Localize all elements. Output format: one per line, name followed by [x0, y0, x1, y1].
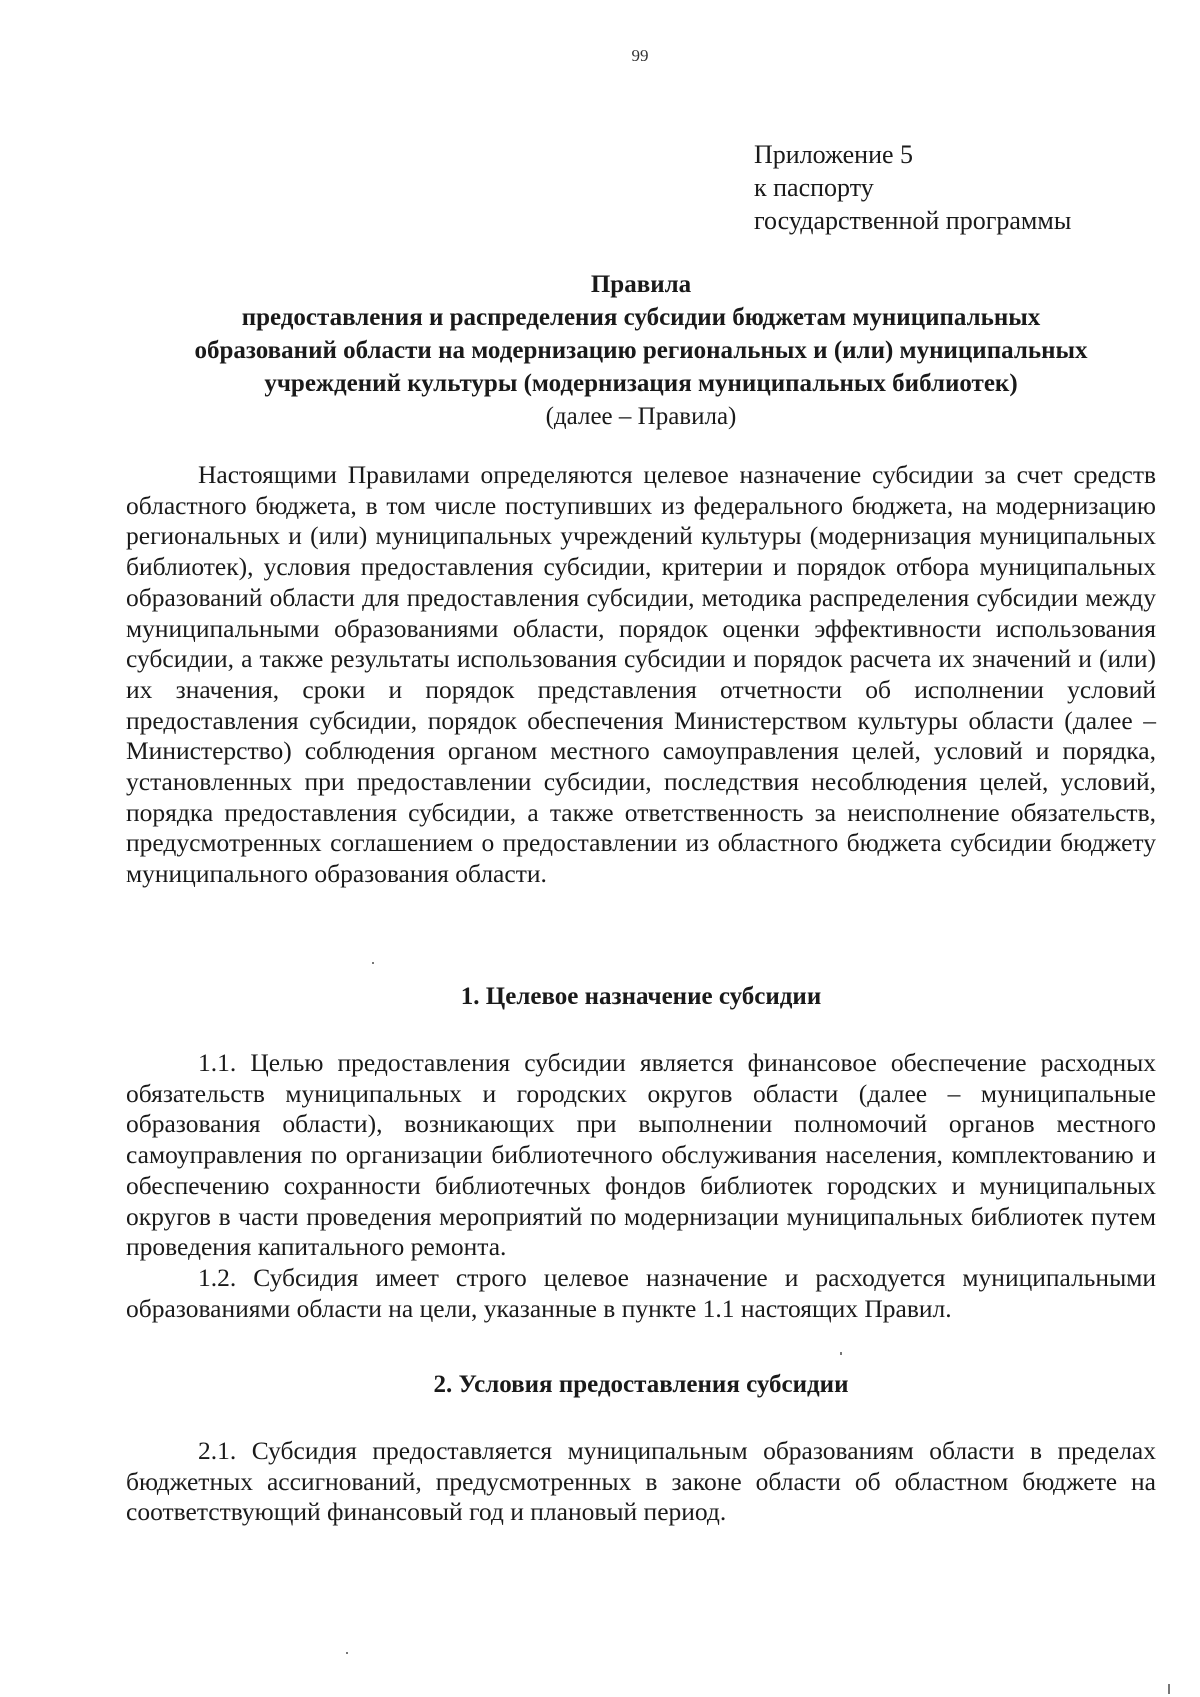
paragraph-2-1: 2.1. Субсидия предоставляется муниципальным образованиям области в пределах бюджетных ассигнований, предусмотренных в законе области об областном бюджете на соответствующий финансовый год и плановый период.: [126, 1436, 1156, 1527]
intro-section: [126, 460, 1156, 890]
section2-heading: 2. Условия предоставления субсидии: [433, 1371, 849, 1398]
appendix-note: [754, 138, 1071, 237]
scan-speck: [346, 1652, 348, 1654]
scan-speck: [840, 1352, 842, 1355]
appendix-line: к паспорту: [754, 173, 874, 202]
intro-paragraph: Настоящими Правилами определяются целевое назначение субсидии за счет средств областного бюджета, в том числе поступивших из федерального бюджета, на модернизацию региональных и (или) муниципальных учреждений культуры (модернизация муниципальных библиотек), условия предоставления субсидии, критерии и порядок отбора муниципальных образований области для предоставления субсидии, методика распределения субсидии между муниципальными образованиями области, порядок оценки эффективности использования субсидии, а также результаты использования субсидии и порядок расчета их значений и (или) их значения, сроки и порядок представления отчетности об исполнении условий предоставления субсидии, порядок обеспечения Министерством культуры области (далее – Министерство) соблюдения органом местного самоуправления целей, условий и порядка, установленных при предоставлении субсидии, последствия несоблюдения целей, условий, порядка предоставления субсидии, а также ответственность за неисполнение обязательств, предусмотренных соглашением о предоставлении из областного бюджета субсидии бюджету муниципального образования области.: [126, 460, 1156, 889]
title-line: учреждений культуры (модернизация муниципальных библиотек): [264, 370, 1018, 397]
section1-heading: 1. Целевое назначение субсидии: [460, 983, 822, 1010]
appendix-line: государственной программы: [754, 206, 1072, 235]
title-line: предоставления и распределения субсидии бюджетам муниципальных: [241, 304, 1041, 331]
title-subtitle: (далее – Правила): [545, 403, 737, 430]
scan-speck: [372, 962, 374, 964]
section2-body: [126, 1436, 1156, 1528]
title-line: образований области на модернизацию региональных и (или) муниципальных: [194, 337, 1088, 364]
section1-body: [126, 1048, 1156, 1324]
paragraph-1-1: 1.1. Целью предоставления субсидии является финансовое обеспечение расходных обязательств муниципальных и городских округов области (далее – муниципальные образования области), возникающих при выполнении полномочий органов местного самоуправления по организации библиотечного обслуживания населения, комплектованию и обеспечению сохранности библиотечных фондов библиотек городских и муниципальных округов в части проведения мероприятий по модернизации муниципальных библиотек путем проведения капитального ремонта.: [126, 1048, 1156, 1262]
scan-speck: [1168, 1684, 1170, 1694]
title-main: Правила: [590, 271, 692, 298]
appendix-line: Приложение 5: [754, 140, 914, 169]
paragraph-1-2: 1.2. Субсидия имеет строго целевое назначение и расходуется муниципальными образованиями области на цели, указанные в пункте 1.1 настоящих Правил.: [126, 1262, 1156, 1323]
page-number: 99: [631, 46, 649, 65]
document-title: [126, 268, 1156, 433]
